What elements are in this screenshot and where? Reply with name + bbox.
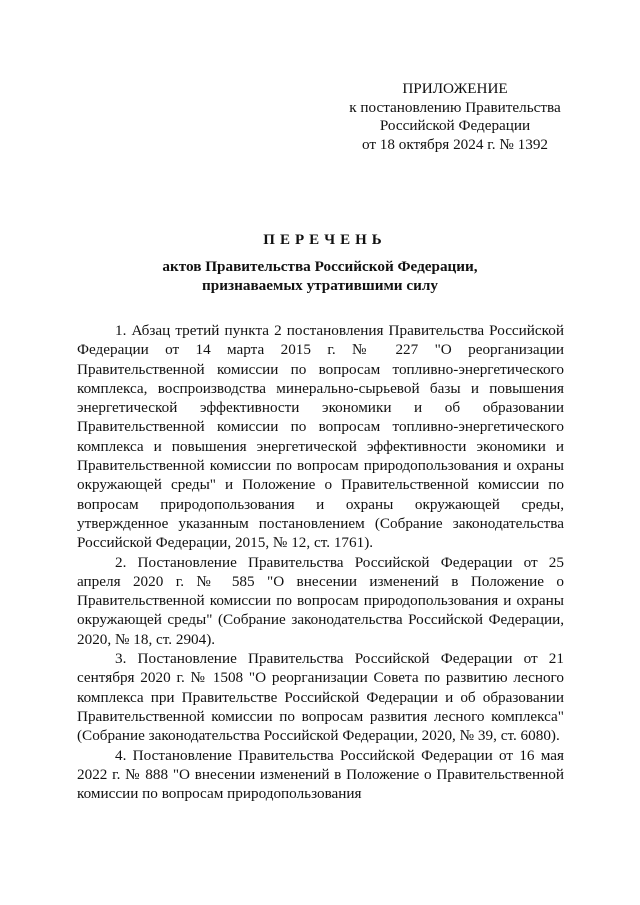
list-item: 4. Постановление Правительства Российской Федерации от 16 мая 2022 г. № 888 "О внесении изменений в Положение о Правительственной комиссии по вопросам природопользования — [77, 746, 564, 803]
subtitle-line-1: актов Правительства Российской Федерации, — [162, 258, 478, 275]
appendix-block — [330, 80, 580, 154]
list-item: 3. Постановление Правительства Российской Федерации от 21 сентября 2020 г. № 1508 "О реорганизации Совета по развитию лесного комплекса при Правительстве Российской Федерации и об образовании Правительственной комиссии по вопросам развития лесного комплекса" (Собрание законодательства Российской Федерации, 2020, № 39, ст. 6080). — [77, 650, 564, 745]
document-title: ПЕРЕЧЕНЬ — [263, 232, 387, 248]
appendix-reference: к постановлению Правительства — [349, 98, 561, 116]
list-item: 2. Постановление Правительства Российской Федерации от 25 апреля 2020 г. № 585 "О внесении изменений в Положение о Правительственной комиссии по вопросам природопользования и охраны окружающей среды" (Собрание законодательства Российской Федерации, 2020, № 18, ст. 2904). — [77, 553, 564, 648]
appendix-issuer: Российской Федерации — [379, 117, 531, 134]
document-subtitle — [0, 257, 640, 295]
document-body — [77, 321, 564, 803]
subtitle-line-2: признаваемых утратившими силу — [202, 277, 438, 294]
appendix-heading: ПРИЛОЖЕНИЕ — [402, 80, 508, 97]
list-item: 1. Абзац третий пункта 2 постановления Правительства Российской Федерации от 14 марта 2015 г. № 227 "О реорганизации Правительственной комиссии по вопросам топливно-энергетического комплекса, воспроизводства минерально-сырьевой базы и повышения энергетической эффективности экономики и об образовании Правительственной комиссии по вопросам топливно-энергетического комплекса и повышения энергетической эффективности экономики и Правительственной комиссии по вопросам природопользования и охраны окружающей среды" и Положение о Правительственной комиссии по вопросам природопользования и охраны окружающей среды, утвержденное указанным постановлением (Собрание законодательства Российской Федерации, 2015, № 12, ст. 1761). — [77, 322, 564, 552]
appendix-date-number: от 18 октября 2024 г. № 1392 — [361, 135, 549, 153]
